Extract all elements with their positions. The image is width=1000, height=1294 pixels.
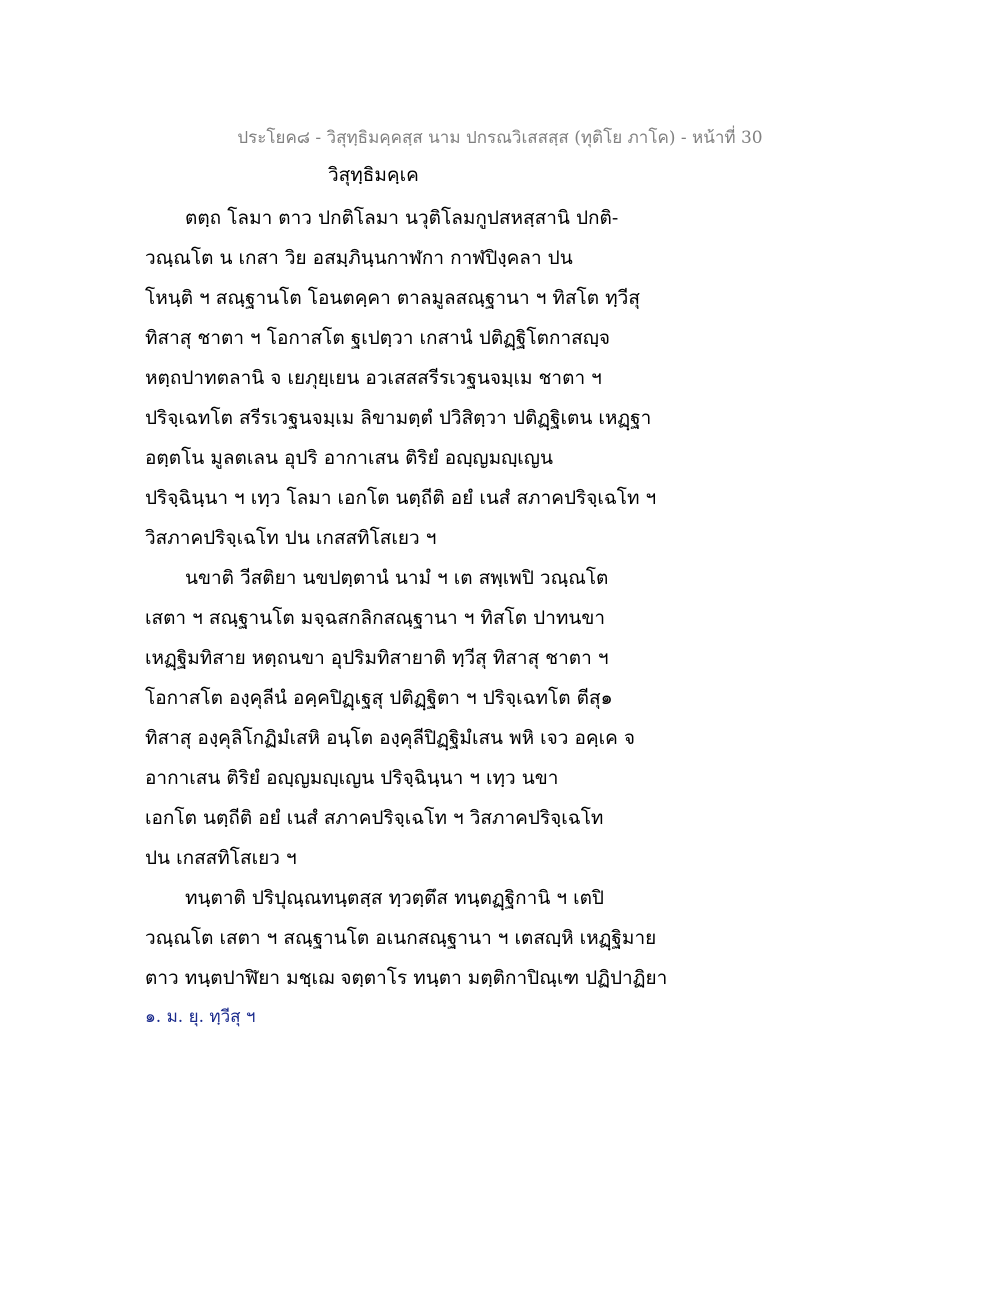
- paragraph-2-line-7: เอกโต นตฺถีติ อยํ เนสํ สภาคปริจฺเฉโท ฯ วิสภาคปริจฺเฉโท: [145, 807, 604, 829]
- paragraph-2-line-4: โอกาสโต องฺคุลีนํ อคฺคปิฏฺเฐสุ ปติฏฺฐิตา ฯ ปริจฺเฉทโต ตีสุ๑: [145, 687, 613, 709]
- paragraph-3-line-2: วณฺณโต เสตา ฯ สณฺฐานโต อเนกสณฺฐานา ฯ เตสญฺหิ เหฏฺฐิมาย: [145, 927, 657, 949]
- paragraph-2-line-1: นขาติ วีสติยา นขปตฺตานํ นามํ ฯ เต สพฺเพปิ วณฺณโต: [185, 567, 609, 589]
- paragraph-1-line-9: วิสภาคปริจฺเฉโท ปน เกสสทิโสเยว ฯ: [145, 527, 437, 549]
- paragraph-2-line-2: เสตา ฯ สณฺฐานโต มจฺฉสกลิกสณฺฐานา ฯ ทิสโต ปาทนขา: [145, 607, 606, 629]
- paragraph-3-line-1: ทนฺตาติ ปริปุณฺณทนฺตสฺส ทฺวตฺตึส ทนฺตฏฺฐิกานิ ฯ เตปิ: [185, 887, 604, 909]
- paragraph-1-line-3: โหนฺติ ฯ สณฺฐานโต โอนตคฺคา ตาลมูลสณฺฐานา ฯ ทิสโต ทฺวีสุ: [145, 287, 640, 309]
- footnote: ๑. ม. ยุ. ทฺวีสุ ฯ: [145, 1007, 256, 1027]
- paragraph-1-line-8: ปริจฺฉินฺนา ฯ เทฺว โลมา เอกโต นตฺถีติ อยํ เนสํ สภาคปริจฺเฉโท ฯ: [145, 487, 657, 509]
- paragraph-1-line-4: ทิสาสุ ชาตา ฯ โอกาสโต ฐเปตฺวา เกสานํ ปติฏฺฐิโตกาสญฺจ: [145, 327, 611, 349]
- paragraph-1-line-1: ตตฺถ โลมา ตาว ปกติโลมา นวุติโลมกูปสหสฺสานิ ปกติ-: [185, 207, 619, 229]
- paragraph-1-line-5: หตฺถปาทตลานิ จ เยภุยฺเยน อวเสสสรีรเวฐนจมฺเม ชาตา ฯ: [145, 367, 602, 389]
- body-text: [145, 198, 685, 1036]
- paragraph-2-line-8: ปน เกสสทิโสเยว ฯ: [145, 847, 297, 869]
- paragraph-1-line-6: ปริจฺเฉทโต สรีรเวฐนจมฺเม ลิขามตฺตํ ปวิสิตฺวา ปติฏฺฐิเตน เหฏฺฐา: [145, 407, 652, 429]
- paragraph-2-line-5: ทิสาสุ องฺคุลิโกฏิมํเสหิ อนฺโต องฺคุลีปิฏฺฐิมํเสน พหิ เจว อคฺเค จ: [145, 727, 636, 749]
- running-header: ประโยค๘ - วิสุทฺธิมคฺคสฺส นาม ปกรณวิเสสสฺส (ทุติโย ภาโค) - หน้าที่ 30: [237, 128, 763, 148]
- paragraph-2-line-3: เหฏฺฐิมทิสาย หตฺถนขา อุปริมทิสายาติ ทฺวีสุ ทิสาสุ ชาตา ฯ: [145, 647, 609, 669]
- paragraph-3-line-3: ตาว ทนฺตปาฬิยา มชฺเฌ จตฺตาโร ทนฺตา มตฺติกาปิณฺเฑ ปฏิปาฏิยา: [145, 967, 668, 989]
- paragraph-2-line-6: อากาเสน ติริยํ อญฺญมญฺเญน ปริจฺฉินฺนา ฯ เทฺว นขา: [145, 767, 559, 789]
- paragraph-1-line-2: วณฺณโต น เกสา วิย อสมฺภินฺนกาฬกา กาฬปิงฺคลา ปน: [145, 247, 573, 269]
- paragraph-1-line-7: อตฺตโน มูลตเลน อุปริ อากาเสน ติริยํ อญฺญมญฺเญน: [145, 447, 553, 469]
- section-title: วิสุทฺธิมคฺเค: [328, 164, 419, 186]
